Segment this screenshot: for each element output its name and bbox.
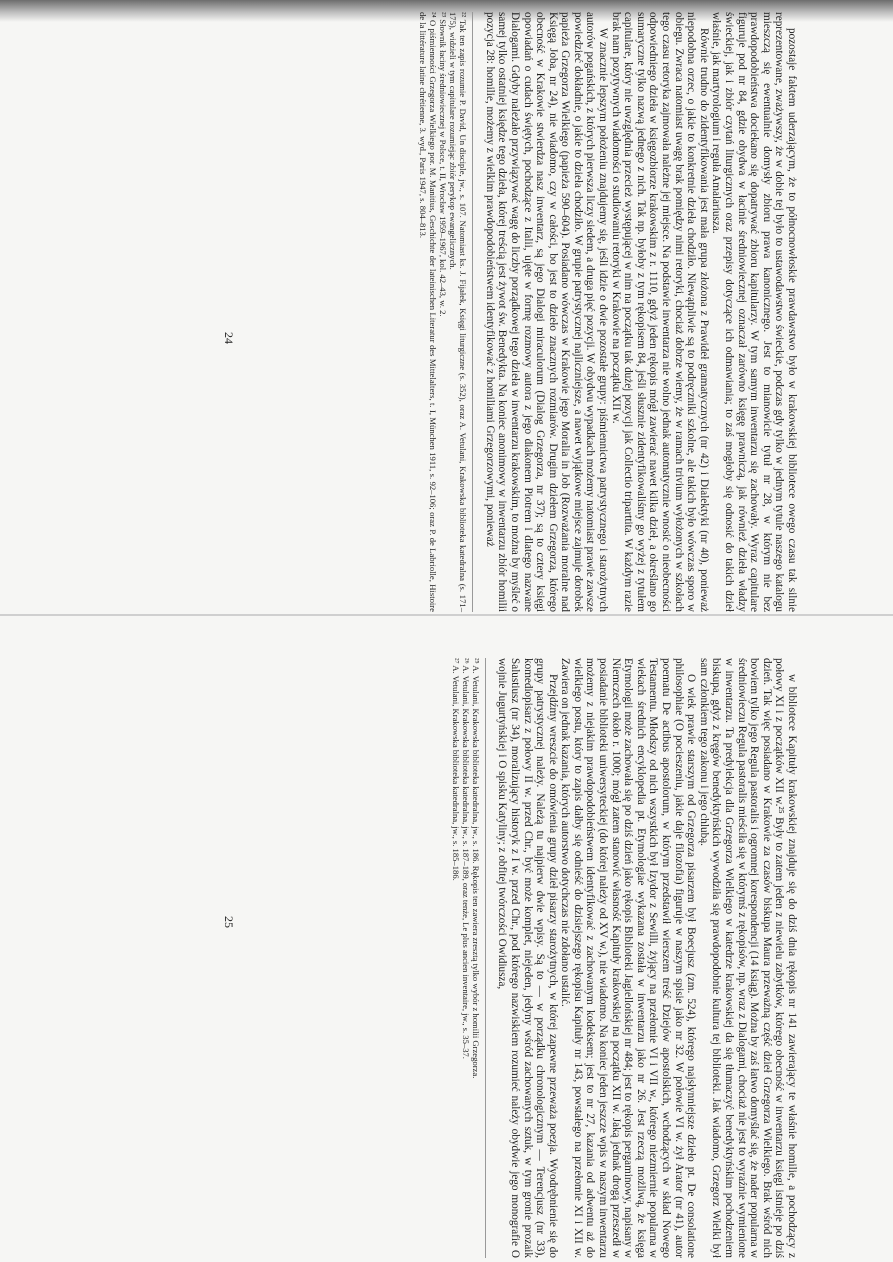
page-number: 25 [222, 916, 236, 928]
footnote: ²⁷ A. Vetulani, Krakowska biblioteka katedralna, jw., s. 185–186. [450, 658, 461, 881]
footnote: ²⁴ O piśmienności Grzegorza Wielkiego por. M. Manitius, Geschichte der lateinischen Literatur des Mittelalters, t. I, München 1911, s. 92–106; oraz P. de Labriolle, Histoire de la littérature latine chrétienne, 3. wyd., Paris 1947, s. 804–813. [418, 12, 439, 612]
footnote: ²⁶ A. Vetulani, Krakowska biblioteka katedralna, jw., s. 187–189, oraz tenże, Le plus ancien inventaire, jw., s. 35–37. [460, 658, 471, 1059]
body-paragraph: Przejdźmy wreszcie do omówienia grupy dzieł pisarzy starożytnych, w której zapewne przeważa poezja. Wyodrębnienie się do grupy patrystycznej należy. Należą tu najpierw dwie wpisy. Są to — w porządku chronologicznym — Terencjusz (nr 33), komediopisarz z połowy II w. przed Chr., być może komplet, niejeden, jedyny wśród zachowanych sztuk, w tym gronie prozaik Salustiusz (nr 34), moralizujący historyk z I w. przed Chr., pod którego nazwiskiem rozumieć należy obydwie jego monografie O wojnie Jugurtyńskiej i O spisku Katyliny; z obfitej twórczości Owidiusza, [496, 658, 559, 1258]
footnotes [451, 658, 486, 1258]
footnote: ²⁵ A. Vetulani, Krakowska biblioteka katedralna, jw., s. 186. Rękopis ten zawiera zresztą tylko wybór z homilii Grzegorza. [470, 658, 481, 1079]
footnote: ²³ Słownik łaciny średniowiecznej w Polsce, t. II, Wrocław 1959–1967, kol. 42–43, w. 2. [438, 12, 449, 317]
right-page-text [451, 658, 798, 1258]
body-paragraph: pozostaje faktem uderzającym, że to północnowłoskie prawdawstwo było w krakowskiej bibliotece owego czasu tak silnie reprezentowane, zważywszy, że w dobie tej było to ustawodawstwo świeckie, podczas gdy tylko w jednym tytule naszego katalogu mieszczą się ewentualnie domysły zbioru prawa kanonicznego. Jest to mianowicie tytuł nr 28, w którym nie bez prawdopodobieństwa dociekano się dopatrywać zbioru kapitularzy. W tym samym inwentarzu się zachowały. Wyraz capitulare figuruje pod nr 84, gdzie obydwa w łacinie średniowiecznej oznaczał zarówno księgę prawniczą, jak również dzieła władzy świeckiej, jak i zbiór czytań liturgicznych oraz przepisy dotyczące ich odmawiania; to zaś mogłoby się odnosić do takich dzieł właśnie, jak martyrologium i reguła Amalariusza. [710, 12, 798, 612]
body-paragraph: w bibliotece Kapituły krakowskiej znajduje się do dziś dnia rękopis nr 141 zawierający te właśnie homilie, a pochodzący z połowy XI i z początków XII w.²⁵ Były to zatem jeden z niewielu zabytków, którego obecność w inwentarzu księgi istnieje po dziś dzień. Tak więc posiadano w Krakowie za czasów biskupa Maura przeważną część dzieł Grzegorza Wielkiego. Brak wśród nich bowiem tylko jego Regula pastoralis i ogromnej korespondencji (14 ksiąg). Można by zaś łatwo domyślać się, że nader popularna w średniowieczu Regula pastoralis mieściła się w którymś z rękopisów, np. wraz z Dialogami, chociaż nie jest to wyraźnie wymienione w inwentarzu. Ta predylekcja dla Grzegorza Wielkiego w katedrze krakowskiej da się tłumaczyć benedyktyńskim pochodzeniem biskupa, gdyż z kręgów benedyktyńskich wywodziła się prawdopodobnie kultura tej biblioteki. Jak wiadomo, Grzegorz Wielki był sam członkiem tego zakonu i jego chlubą. [697, 658, 798, 1258]
page-number: 24 [222, 332, 236, 344]
right-page [0, 618, 893, 1258]
body-paragraph: W znacznie lepszym położeniu znajdujemy się, jeśli idzie o dwie pozostałe grupy: piśmiennictwa patrystycznego i starożytnych autorów pogańskich, z których pierwsza liczy siedem, a druga pięć pozycji. W obydwu wypadkach możemy natomiast prawie zawsze powiedzieć dokładnie, o jakie to dzieła chodziło. W grupie patrystycznej najliczniejsze, a nawet wyjątkowe miejsce zajmuje dorobek papieża Grzegorza Wielkiego (papieża 590–604). Posiadano wówczas w Krakowie jego Moralia in Job (Rozważania moralne nad Księgą Joba, nr 24), nie wiadomo, czy w całości, bo jest to dzieło znacznych rozmiarów. Drugim dziełem Grzegorza, którego obecność w Krakowie stwierdza nasz inwentarz, są jego Dialogi miraculorum (Dialog Grzegorza, nr 37); są to cztery księgi opowiadań o cudach świętych, pochodzące z Italii, ujęte w formę rozmowy autora z jego diakonem Piotrem i dlatego nazwane Dialogami. Gdyby należało przywiązywać wagę do liczby porządkowej tego dzieła w inwentarzu krakowskim, to można by myśleć o samej tylko ostatniej księdze tego dzieła, której treścią jest żywot św. Benedykta. Na koniec anonimowy w inwentarzu zbiór homilii pozycja 28: homilie, możemy z wielkim prawdopodobieństwem identyfikować z homiliami Grzegorzowymi, ponieważ [483, 12, 610, 612]
footnote: ²² Tak ten zapis rozumie P. David, Un disciple, jw., s. 107. Natomiast ks. J. Fijałek, Księgi liturgiczne (s. 352), oraz A. Vetulani, Krakowska biblioteka katedralna (s. 171–175), widzieli w tym capitulare rozumiejąc zbiór perykop ewangelicznych. [448, 12, 469, 612]
left-page-text [418, 12, 798, 612]
body-paragraph: Równie trudno do zidentyfikowania jest mała grupa złożona z Prawideł gramatycznych (nr 42) i Dialektyki (nr 40), ponieważ niepodobna orzec, o jakie to konkretnie dzieła chodziło. Niewątpliwie są to podręczniki szkolne, ale takich było wówczas sporo w obiegu. Zwraca natomiast uwagę brak pomiędzy nimi retoryki, chociaż dobrze wiemy, że w ramach trivium wyłożonych w szkołach tego czasu retoryka zajmowała należne jej miejsce. Na podstawie inwentarza nie wolno jednak automatycznie wnosić o nieobecności odpowiedniego dzieła w księgozbiorze krakowskim z r. 1110, gdyż jeden rękopis mógł zawierać nawet kilka dzieł, a określano go sumaryczne tylko nazwą jednego z nich. Tak np. byłoby z tym rękopisem 84, jeśli słusznie zidentyfikowaliśmy go wyżej z tytułem capitulare, który nie uwzględnia przecież występującej w nim na początku tak dużej pozycji jak Collectio triparttita. W każdym razie brak nam pozytywnych wiadomości o studiowaniu retoryki w Krakowie na początku XII w. [609, 12, 710, 612]
footnotes [418, 12, 473, 612]
body-paragraph: O wiek prawie starszym od Grzegorza pisarzem był Boecjusz (zm. 524), którego najsłynniejsze dzieło pt. De consolatione philosophiae (O pocieszeniu, jakie daje filozofia) figuruje w naszym spisie jako nr 32. W połowie VI w. żył Arator (nr 41), autor poematu De actibus apostolorum, w którym przedstawił wierszem treść Dziejów apostolskich, wchodzących w skład Nowego Testamentu. Młodszy od nich wszystkich był Izydor z Sewilli, żyjący na przełomie VI i VII w., którego niezmiernie popularna w wiekach średnich encyklopedia pt. Etymologiae wykazana została w inwentarzu jako nr 26. Jest rzeczą możliwą, że księga Etymologii może zachowała się po dziś dzień jako rękopis Biblioteki Jagiellońskiej nr 484; jest to rękopis pergaminowy, napisany w Niemczech około r. 1000; mógł zatem stanowić własność Kapituły krakowskiej na początku XII w. Jaką jednak drogą przeszedł w posiadanie biblioteki uniwersyteckiej (do której należy od XV w.), nie wiadomo. Na koniec jeden jeszcze wpis w naszym inwentarzu możemy z niejakim prawdopodobieństwem identyfikować z zachowanym kodeksem; jest to nr 27, kazania od adwentu aż do wielkiego postu, który to zapis dałby się odnieść do dzisiejszego rękopisu Kapituły nr 143, powstałego na przełomie XI i XII w. Zawiera on jednak kazania, których autorstwo dotychczas nie zdołano ustalić. [559, 658, 698, 1258]
left-page [0, 12, 893, 622]
book-spine [0, 614, 893, 616]
